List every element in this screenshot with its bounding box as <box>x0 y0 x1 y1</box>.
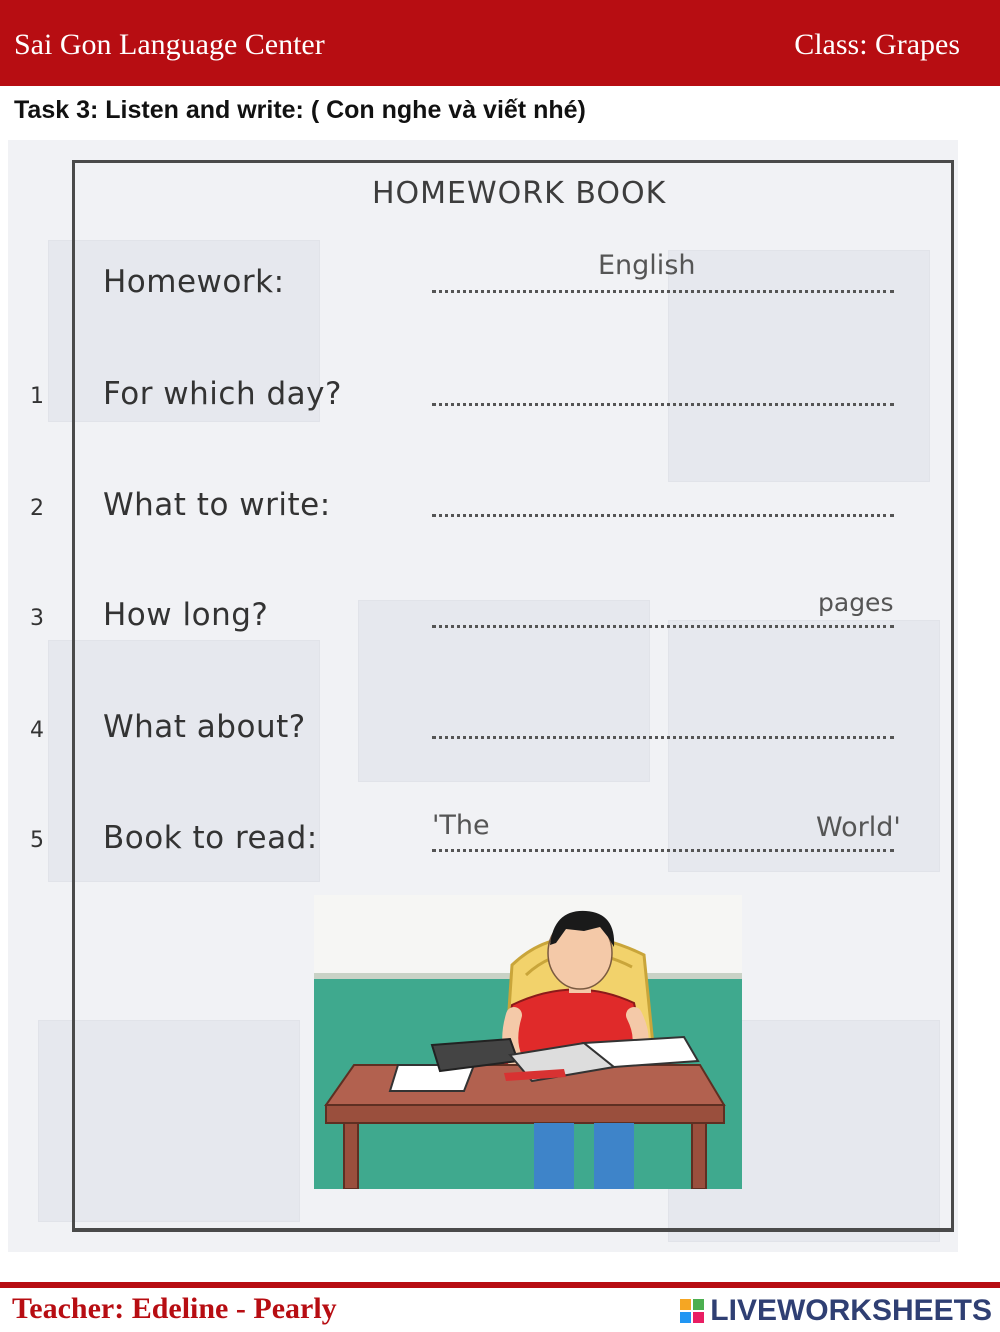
answer-line-3[interactable] <box>432 625 894 628</box>
form-title: HOMEWORK BOOK <box>372 176 667 211</box>
prefilled-text: World' <box>816 812 901 843</box>
answer-line-5[interactable] <box>432 849 894 852</box>
answer-line-4[interactable] <box>432 736 894 739</box>
question-number: 3 <box>30 606 44 631</box>
answer-line-1[interactable] <box>432 403 894 406</box>
teacher-name: Teacher: Edeline - Pearly <box>12 1292 337 1325</box>
footer-rule <box>0 1282 1000 1288</box>
prefilled-text: 'The <box>432 810 490 841</box>
boy-reading-illustration <box>314 895 742 1189</box>
brand-name: LIVEWORKSHEETS <box>710 1294 992 1327</box>
class-label: Class: Grapes <box>794 28 960 61</box>
homework-answer: English <box>598 250 696 281</box>
page-header <box>0 0 1000 86</box>
task-title: Task 3: Listen and write: ( Con nghe và viết nhé) <box>14 96 586 124</box>
question-label: For which day? <box>103 376 342 412</box>
question-label: What about? <box>103 709 306 745</box>
question-number: 1 <box>30 384 44 409</box>
question-label: What to write: <box>103 487 331 523</box>
answer-line-2[interactable] <box>432 514 894 517</box>
center-name: Sai Gon Language Center <box>14 28 325 61</box>
question-number: 4 <box>30 718 44 743</box>
homework-label: Homework: <box>103 264 285 300</box>
liveworksheets-logo-icon <box>680 1299 704 1323</box>
liveworksheets-brand[interactable] <box>680 1294 992 1328</box>
question-label: Book to read: <box>103 820 318 856</box>
question-number: 5 <box>30 828 44 853</box>
question-number: 2 <box>30 496 44 521</box>
prefilled-text: pages <box>818 588 894 617</box>
homework-answer-line <box>432 290 894 293</box>
question-label: How long? <box>103 597 269 633</box>
